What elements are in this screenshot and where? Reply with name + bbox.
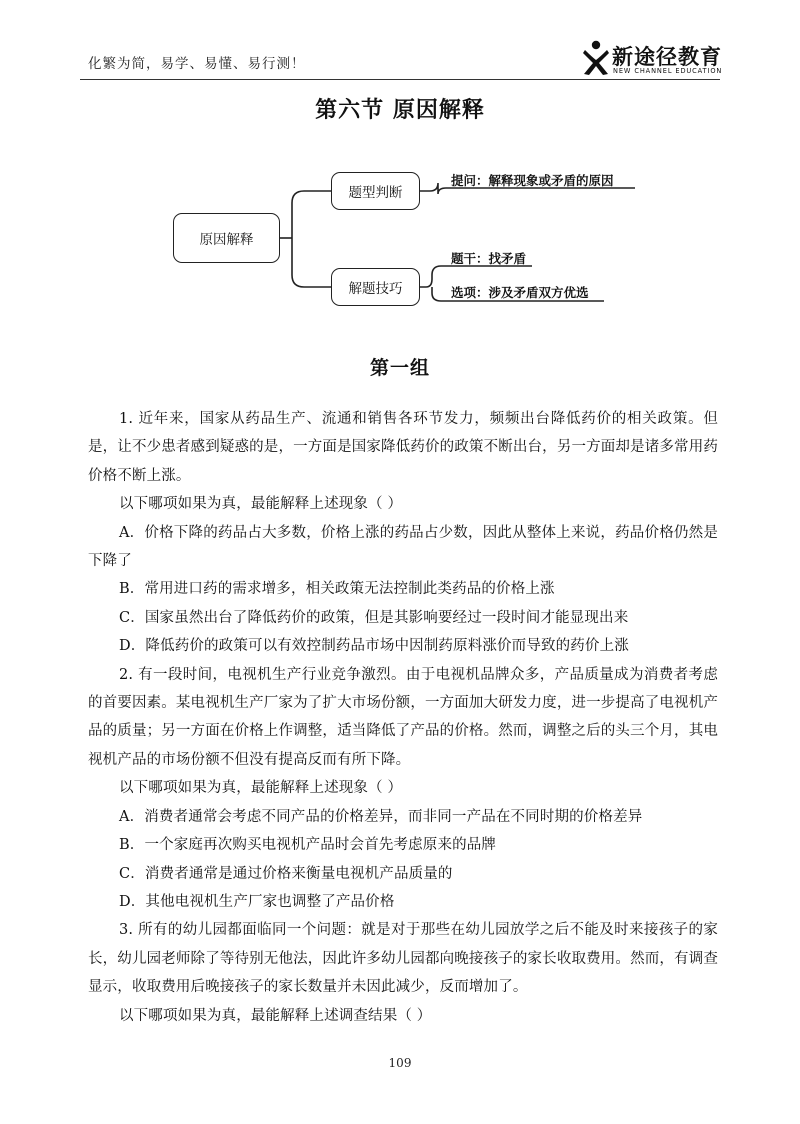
question-2-stem: 2. 有一段时间，电视机生产行业竞争激烈。由于电视机品牌众多，产品质量成为消费者考虑的首要因素。某电视机生产厂家为了扩大市场份额，一方面加大研发力度，进一步提高了电视机产品的质量；另一方面在价格上作调整，适当降低了产品的价格。然而，调整之后的头三个月，其电视机产品的市场份额不但没有提高反而有所下降。 [88,666,718,768]
question-1-option-b: B．常用进口药的需求增多，相关政策无法控制此类药品的价格上涨 [119,581,555,598]
question-2-option-c: C．消费者通常是通过价格来衡量电视机产品质量的 [119,865,453,882]
question-2-option-d: D．其他电视机生产厂家也调整了产品价格 [119,893,395,910]
question-1-option-c: C．国家虽然出台了降低药价的政策，但是其影响要经过一段时间才能显现出来 [119,609,629,626]
section-title: 第六节 原因解释 [315,98,485,123]
mind-map-root: 原因解释 [173,213,280,263]
brand-name: 新途径教育 [612,45,722,69]
question-2-option-a: A．消费者通常会考虑不同产品的价格差异，而非同一产品在不同时期的价格差异 [119,808,643,825]
question-1-prompt: 以下哪项如果为真，最能解释上述现象（ ） [119,496,403,513]
group-title: 第一组 [369,357,430,379]
question-3-prompt: 以下哪项如果为真，最能解释上述调查结果（ ） [119,1007,432,1024]
question-1-option-d: D．降低药价的政策可以有效控制药品市场中因制药原料涨价而导致的药价上涨 [119,638,629,655]
mind-map-leaf-options: 选项：涉及矛盾双方优选 [451,285,589,300]
page-number: 109 [388,1056,412,1070]
question-body [88,405,718,1030]
question-2-option-b: B．一个家庭再次购买电视机产品时会首先考虑原来的品牌 [119,837,497,854]
mind-map-leaf-stem: 题干：找矛盾 [451,251,527,266]
question-1-stem: 1. 近年来，国家从药品生产、流通和销售各环节发力，频频出台降低药价的相关政策。但是，让不少患者感到疑惑的是，一方面是国家降低药价的政策不断出台，另一方面却是诸多常用药价格不断上涨。 [88,411,718,484]
mind-map-leaf-question: 提问：解释现象或矛盾的原因 [451,173,614,188]
question-3-stem: 3. 所有的幼儿园都面临同一个问题：就是对于那些在幼儿园放学之后不能及时来接孩子的家长，幼儿园老师除了等待别无他法，因此许多幼儿园都向晚接孩子的家长收取费用。然而，有调查显示，收取费用后晚接孩子的家长数量并未因此减少，反而增加了。 [88,922,718,996]
question-1-option-a: A．价格下降的药品占大多数，价格上涨的药品占少数，因此从整体上来说，药品价格仍然是下降了 [88,524,718,570]
brand-name-english: NEW CHANNEL EDUCATION [613,67,723,75]
mind-map-node-type: 题型判断 [331,172,420,210]
header-slogan: 化繁为简，易学、易懂、易行测！ [88,56,306,72]
mind-map-node-technique: 解题技巧 [331,268,420,306]
mind-map [0,0,800,330]
question-2-prompt: 以下哪项如果为真，最能解释上述现象（ ） [119,780,403,797]
